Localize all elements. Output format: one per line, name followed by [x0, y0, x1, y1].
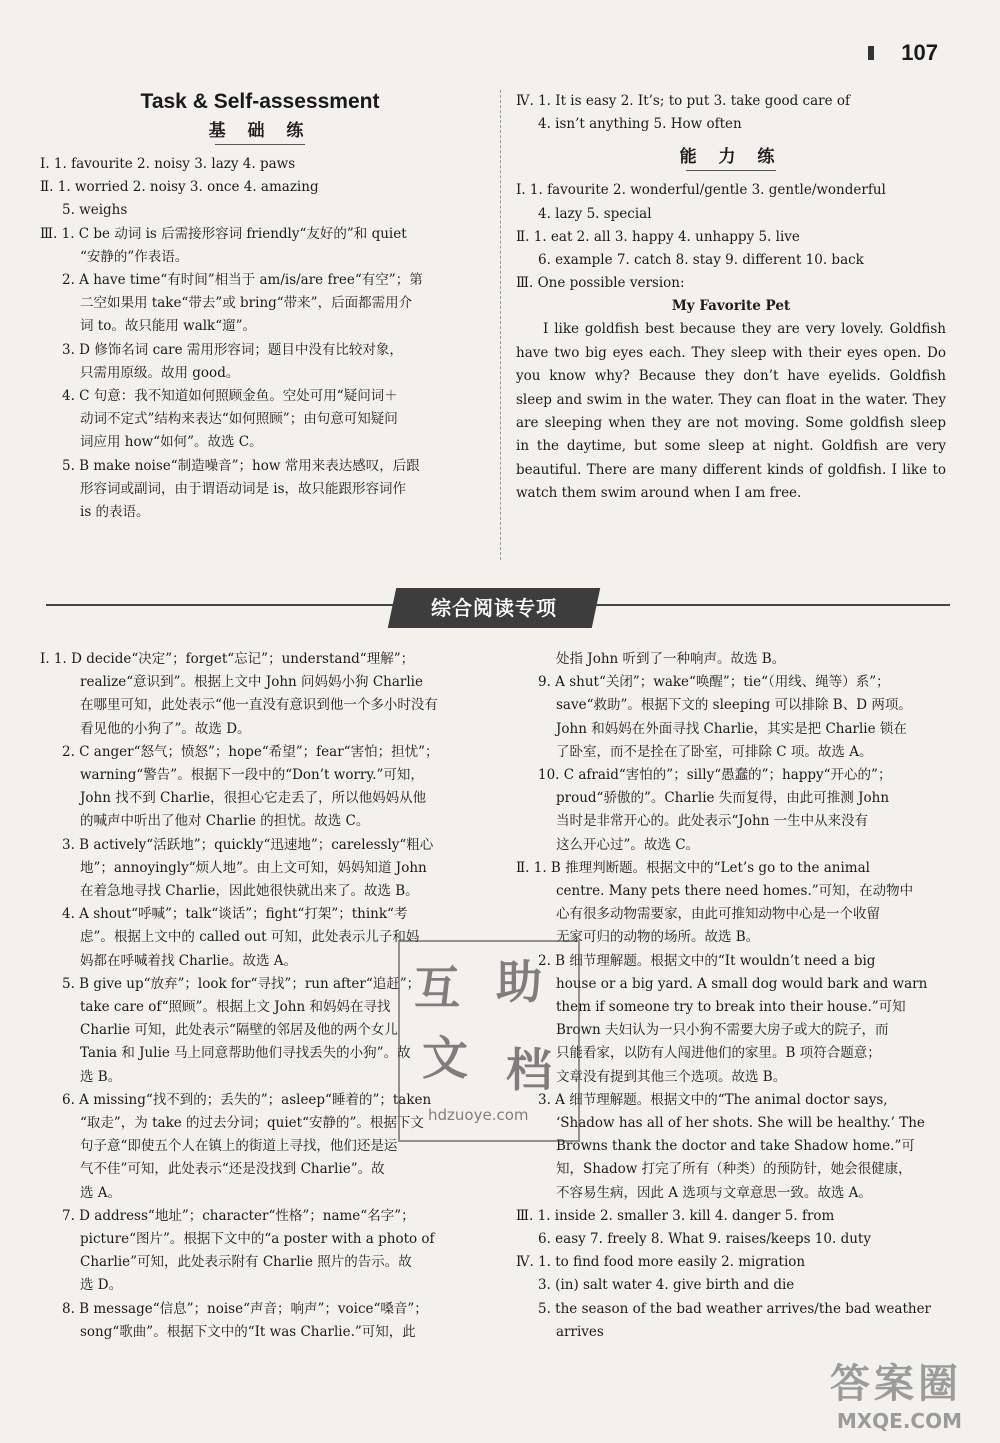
stamp-char: 档 — [506, 1043, 552, 1097]
answer-line: 选 A。 — [80, 1184, 122, 1201]
answer-line: 3. B actively“活跃地”；quickly“迅速地”；carelessly“粗心 — [62, 836, 434, 853]
answer-line: is 的表语。 — [80, 504, 150, 521]
essay-body: I like goldfish best because they are very lovely. Goldfish have two big eyes each. They sleep with their eyes open. Do you know why? Because they don’t have eyelids. Goldfish sleep and swim in the water. They can float in the water. They are sleeping when they are not moving. Some goldfish sleep in the daytime, but some sleep at night. Goldfish are very beautiful. There are many different kinds of goldfish. I like to watch them swim around when I am free. — [516, 321, 946, 502]
right-bottom-answers — [516, 648, 946, 1344]
answer-line: 句子意“即使五个人在镇上的街道上寻找，他们还是运 — [80, 1138, 398, 1155]
answer-line: 只能看家，以防有人闯进他们的家里。B 项符合题意； — [556, 1045, 881, 1062]
answer-line: 地”；annoyingly“烦人地”。由上文可知，妈妈知道 John — [80, 859, 427, 876]
watermark-url: MXQE.COM — [836, 1409, 962, 1433]
answer-line: arrives — [556, 1323, 604, 1340]
answer-line: 在着急地寻找 Charlie，因此她很快就出来了。故选 B。 — [80, 883, 419, 900]
answer-line: 6. A missing“找不到的；丢失的”；asleep“睡着的”；taken — [62, 1091, 432, 1108]
answer-line: 词应用 how“如何”。故选 C。 — [80, 434, 263, 451]
answer-line: 妈都在呼喊着找 Charlie。故选 A。 — [80, 952, 297, 969]
answer-line: ‘Shadow has all of her shots. She will be healthy.’ The — [556, 1115, 925, 1132]
watermark-text: 答案圈 — [830, 1361, 962, 1407]
answer-line: 这么开心过”。故选 C。 — [556, 836, 700, 853]
answer-line: 5. the season of the bad weather arrives/the bad weather — [538, 1300, 932, 1317]
left-top-column — [40, 90, 480, 524]
answer-line: Ⅱ. 1. B 推理判断题。根据文中的“Let’s go to the animal — [516, 859, 870, 876]
answer-line: Ⅳ. 1. to find food more easily 2. migration — [516, 1254, 806, 1271]
answer-line: 4. C 句意：我不知道如何照顾金鱼。空处可用“疑问词＋ — [62, 388, 398, 405]
answer-line: them if someone try to break into their house.”可知 — [556, 999, 906, 1016]
answer-line: 2. B 细节理解题。根据文中的“It wouldn’t need a big — [538, 952, 876, 969]
answer-line: Tania 和 Julie 马上同意帮助他们寻找丢失的小狗”。故 — [80, 1045, 411, 1062]
answer-line: Ⅱ. 1. worried 2. noisy 3. once 4. amazing — [40, 179, 319, 196]
left-top-answers — [40, 153, 480, 524]
answer-line: 6. example 7. catch 8. stay 9. different 10. back — [538, 252, 864, 269]
answer-line: 7. D address“地址”；character“性格”；name“名字”； — [62, 1207, 415, 1224]
answer-line: 看见他的小狗了”。故选 D。 — [80, 720, 251, 737]
section-title-basic: 基 础 练 — [40, 116, 480, 145]
answer-line: 二空如果用 take“带去”或 bring“带来”，后面都需用介 — [80, 295, 413, 312]
answer-line: 5. weighs — [62, 202, 128, 219]
stamp-url: hdzuoye.com — [428, 1106, 529, 1124]
answer-line: centre. Many pets there need homes.”可知，在动物中 — [556, 883, 914, 900]
answer-line: Ⅲ. 1. C be 动词 is 后需接形容词 friendly“友好的”和 quiet — [40, 225, 407, 242]
answer-line: 只需用原级。故用 good。 — [80, 364, 240, 381]
answer-line: 形容词或副词，由于谓语动词是 is，故只能跟形容词作 — [80, 480, 407, 497]
answer-line: 当时是非常开心的。此处表示“John 一生中从来没有 — [556, 813, 869, 830]
answer-line: 处指 John 听到了一种响声。故选 B。 — [556, 651, 786, 667]
answer-line: 10. C afraid“害怕的”；silly“愚蠢的”；happy“开心的”； — [538, 767, 892, 784]
answer-line: 知，Shadow 打完了所有（种类）的预防针，她会很健康， — [556, 1161, 912, 1178]
right-bottom-column — [516, 648, 946, 1344]
right-top-column — [516, 90, 946, 506]
answer-line: 3. A 细节理解题。根据文中的“The animal doctor says, — [538, 1091, 888, 1108]
section-title-ability: 能 力 练 — [516, 142, 946, 171]
answer-line: 6. easy 7. freely 8. What 9. raises/keeps 10. duty — [538, 1231, 871, 1248]
answer-line: Charlie 可知，此处表示“隔壁的邻居及他的两个女儿 — [80, 1022, 398, 1039]
answer-line: 虑”。根据上文中的 called out 可知，此处表示儿子和妈 — [80, 929, 420, 946]
answer-line: 了卧室，而不是拴在了卧室，可排除 C 项。故选 A。 — [556, 743, 873, 760]
answer-line: realize“意识到”。根据上文中 John 问妈妈小狗 Charlie — [80, 674, 423, 691]
answer-line: “安静的”作表语。 — [80, 248, 189, 265]
answer-line: John 找不到 Charlie，很担心它走丢了，所以他妈妈从他 — [80, 790, 427, 807]
stamp-char: 文 — [422, 1031, 468, 1085]
answer-line: 气不佳”可知，此处表示“还是没找到 Charlie”。故 — [80, 1161, 385, 1178]
column-separator — [500, 90, 501, 560]
answer-line: 4. isn’t anything 5. How often — [538, 116, 742, 133]
answer-line: 5. B give up“放弃”；look for“寻找”；run after“追赶”； — [62, 975, 421, 992]
answer-line: save“救助”。根据下文的 sleeping 可以排除 B、D 两项。 — [556, 697, 912, 714]
answer-line: 5. B make noise“制造噪音”；how 常用来表达感叹，后跟 — [62, 457, 420, 474]
answer-line: song“歌曲”。根据下文中的“It was Charlie.”可知，此 — [80, 1323, 416, 1340]
answer-line: 无家可归的动物的场所。故选 B。 — [556, 929, 760, 946]
answer-line: 选 D。 — [80, 1277, 123, 1294]
answer-line: 动词不定式”结构来表达“如何照顾”；由句意可知疑问 — [80, 411, 398, 428]
answer-line: 不容易生病，因此 A 选项与文章意思一致。故选 A。 — [556, 1184, 872, 1201]
stamp-char: 互 — [414, 961, 460, 1015]
answer-line: proud“骄傲的”。Charlie 失而复得，由此可推测 John — [556, 790, 890, 807]
answer-line: 2. A have time“有时间”相当于 am/is/are free“有空”；第 — [62, 272, 423, 289]
answer-line: Ⅲ. 1. inside 2. smaller 3. kill 4. danger 5. from — [516, 1207, 835, 1224]
answer-line: 心有很多动物需要家，由此可推知动物中心是一个收留 — [556, 906, 880, 923]
reading-section-banner — [388, 588, 601, 628]
answer-line: 文章没有提到其他三个选项。故选 B。 — [556, 1068, 787, 1085]
stamp-watermark — [398, 940, 580, 1142]
answer-line: “取走”，为 take 的过去分词；quiet“安静的”。根据下文 — [80, 1115, 424, 1132]
answer-line: 4. lazy 5. special — [538, 205, 652, 222]
answer-line: 8. B message“信息”；noise“声音；响声”；voice“嗓音”； — [62, 1300, 428, 1317]
right-top-answers-a — [516, 90, 946, 136]
answer-line: Ⅰ. 1. favourite 2. noisy 3. lazy 4. paws — [40, 156, 296, 172]
page-number-mark — [868, 46, 874, 60]
answer-line: take care of“照顾”。根据上文 John 和妈妈在寻找 — [80, 999, 391, 1016]
answer-line: house or a big yard. A small dog would bark and warn — [556, 975, 928, 992]
answer-line: 在哪里可知，此处表示“他一直没有意识到他一个多小时没有 — [80, 697, 438, 714]
answer-line: 3. (in) salt water 4. give birth and die — [538, 1277, 795, 1294]
answer-line: 9. A shut“关闭”；wake“唤醒”；tie“（用线、绳等）系”； — [538, 674, 890, 691]
answer-line: Charlie”可知，此处表示附有 Charlie 照片的告示。故 — [80, 1254, 412, 1271]
answer-line: 3. D 修饰名词 care 需用形容词；题目中没有比较对象， — [62, 341, 403, 358]
corner-watermark — [830, 1352, 962, 1433]
answer-line: 词 to。故只能用 walk“遛”。 — [80, 318, 257, 335]
page-number: 107 — [901, 40, 938, 65]
task-title: Task & Self-assessment — [140, 90, 380, 113]
answer-line: Browns thank the doctor and take Shadow home.”可 — [556, 1138, 915, 1155]
answer-line: Ⅲ. One possible version: — [516, 275, 685, 292]
answer-line: 选 B。 — [80, 1068, 122, 1085]
banner-label: 综合阅读专项 — [431, 596, 557, 620]
answer-line: warning“警告”。根据下一段中的“Don’t worry.”可知， — [80, 767, 424, 784]
stamp-char: 助 — [496, 955, 542, 1009]
answer-line: Ⅰ. 1. favourite 2. wonderful/gentle 3. gentle/wonderful — [516, 182, 886, 199]
answer-line: Ⅳ. 1. It is easy 2. It’s; to put 3. take good care of — [516, 93, 850, 109]
answer-line: John 和妈妈在外面寻找 Charlie，其实是把 Charlie 锁在 — [556, 720, 907, 737]
essay-title: My Favorite Pet — [671, 298, 791, 315]
right-top-answers-b — [516, 179, 946, 295]
answer-line: 4. A shout“呼喊”；talk“谈话”；fight“打架”；think“考 — [62, 906, 408, 923]
answer-line: picture“图片”。根据下文中的“a poster with a photo of — [80, 1231, 435, 1248]
answer-line: Brown 夫妇认为一只小狗不需要大房子或大的院子，而 — [556, 1022, 889, 1039]
answer-line: 2. C anger“怒气；愤怒”；hope“希望”；fear“害怕；担忧”； — [62, 743, 439, 760]
answer-line: Ⅱ. 1. eat 2. all 3. happy 4. unhappy 5. live — [516, 228, 800, 245]
answer-line: Ⅰ. 1. D decide“决定”；forget“忘记”；understand“理解”； — [40, 651, 415, 667]
answer-line: 的喊声中听出了他对 Charlie 的担忧。故选 C。 — [80, 813, 370, 830]
